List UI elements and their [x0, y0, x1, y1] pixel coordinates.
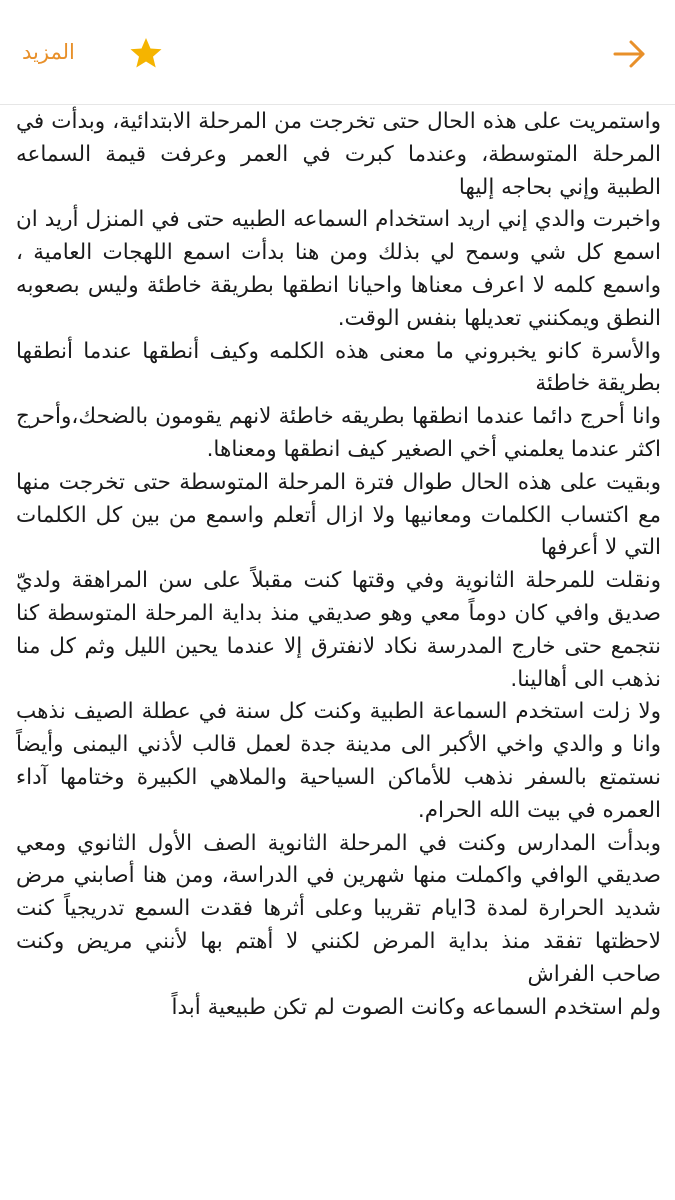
- favorite-button[interactable]: [126, 34, 166, 74]
- paragraph: ولم استخدم السماعه وكانت الصوت لم تكن طبيعية أبداً: [171, 994, 661, 1020]
- star-icon: [126, 34, 166, 74]
- forward-button[interactable]: [610, 34, 650, 74]
- paragraph: والأسرة كانو يخبروني ما معنى هذه الكلمه وكيف أنطقها عندما أنطقها بطريقة خاطئة: [16, 338, 661, 397]
- paragraph: وبدأت المدارس وكنت في المرحلة الثانوية الصف الأول الثانوي ومعي صديقي الوافي واكملت منها شهرين في الدراسة، ومن هنا أصابني مرض شديد الحرارة لمدة 3ايام تقريبا وعلى أثرها فقدت السمع تدريجياً كنت لاحظتها تفقد منذ بداية المرض لكنني لا أهتم بها لأنني مريض وكنت صاحب الفراش: [16, 830, 661, 987]
- article-text: [16, 106, 661, 1024]
- more-button[interactable]: المزيد: [22, 40, 75, 64]
- paragraph: ولا زلت استخدم السماعة الطبية وكنت كل سنة في عطلة الصيف نذهب وانا و والدي واخي الأكبر الى مدينة جدة لعمل قالب لأذني اليمنى وأيضاً نستمتع بالسفر نذهب للأماكن السياحية والملاهي الكبيرة وختامها آداء العمره في بيت الله الحرام.: [16, 699, 661, 823]
- article-content[interactable]: [0, 104, 675, 1200]
- paragraph: واخبرت والدي إني اريد استخدام السماعه الطبيه حتى في المنزل أريد ان اسمع كل شي وسمح لي بذلك ومن هنا بدأت اسمع اللهجات العامية ، واسمع كلمه لا اعرف معناها واحيانا انطقها بطريقة خاطئة وليس بصعوبه النطق ويمكنني تعديلها بنفس الوقت.: [16, 207, 661, 331]
- forward-arrow-icon: [610, 34, 650, 74]
- paragraph: وبقيت على هذه الحال طوال فترة المرحلة المتوسطة حتى تخرجت منها مع اكتساب الكلمات ومعانيها ولا ازال أتعلم واسمع من بين كل الكلمات التي لا أعرفها: [16, 469, 661, 561]
- top-toolbar: [0, 0, 675, 105]
- paragraph: ونقلت للمرحلة الثانوية وفي وقتها كنت مقبلاً على سن المراهقة ولديّ صديق وافي كان دوماً معي وهو صديقي منذ بداية المرحلة المتوسطة كنا نتجمع حتى خارج المدرسة نكاد لانفترق إلا عندما يحين الليل وثم كل منا نذهب الى أهالينا.: [16, 568, 661, 692]
- paragraph: واستمريت على هذه الحال حتى تخرجت من المرحلة الابتدائية، وبدأت في المرحلة المتوسطة، وعندما كبرت في العمر وعرفت قيمة السماعه الطبية وإني بحاجه إليها: [16, 109, 661, 200]
- paragraph: وانا أحرج دائما عندما انطقها بطريقه خاطئة لانهم يقومون بالضحك،وأحرج اكثر عندما يعلمني أخي الصغير كيف انطقها ومعناها.: [16, 404, 661, 462]
